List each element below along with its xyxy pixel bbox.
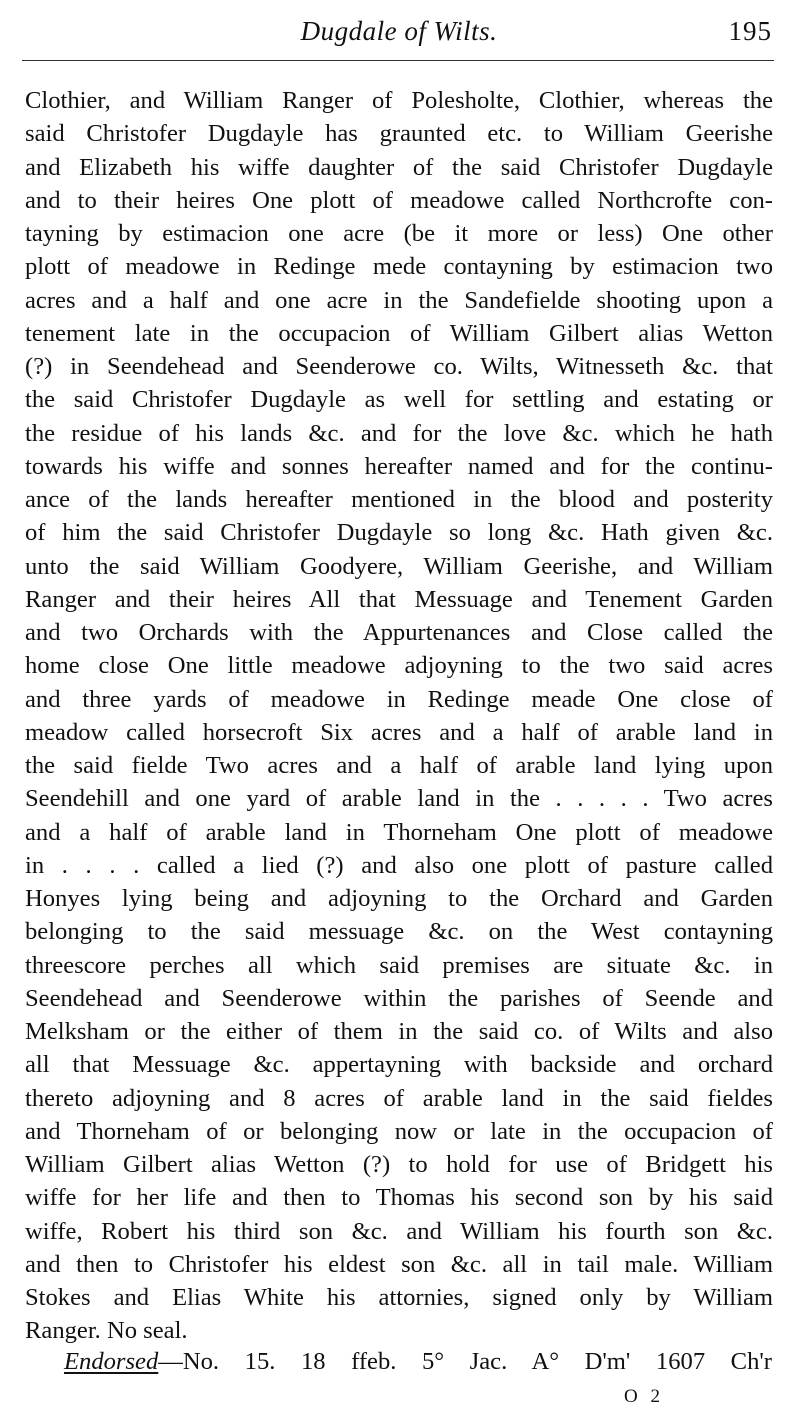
text-line: tayning by estimacion one acre (be it more or less) One other [25, 220, 773, 247]
text-line: Clothier, and William Ranger of Polesholte, Clothier, whereas the [25, 87, 773, 114]
text-line: the said fielde Two acres and a half of arable land lying upon [25, 752, 773, 779]
text-line: wiffe for her life and then to Thomas his second son by his said [25, 1184, 773, 1212]
text-line: Ranger. No seal. [25, 1317, 188, 1345]
text-line: the said Christofer Dugdayle as well for settling and estating or [25, 386, 773, 414]
body-text [25, 84, 773, 1348]
text-line: of him the said Christofer Dugdayle so long &c. Hath given &c. [25, 519, 773, 547]
running-head [24, 14, 774, 50]
text-line: Seendehill and one yard of arable land in the . . . . . Two acres [25, 785, 773, 813]
endorsement-text: —No. 15. 18 ffeb. 5° Jac. A° D'm' 1607 Ch'r [158, 1348, 772, 1375]
text-line: and Thorneham of or belonging now or late in the occupacion of [25, 1117, 773, 1145]
text-line: wiffe, Robert his third son &c. and William his fourth son &c. [25, 1217, 773, 1245]
text-line: unto the said William Goodyere, William Geerishe, and William [25, 552, 773, 580]
text-line: and a half of arable land in Thorneham One plott of meadowe [25, 818, 773, 846]
text-line: belonging to the said messuage &c. on the West contayning [25, 918, 773, 946]
text-line: said Christofer Dugdayle has graunted etc. to William Geerishe [25, 120, 773, 148]
header-rule [22, 60, 774, 61]
text-line: ance of the lands hereafter mentioned in the blood and posterity [25, 486, 773, 513]
text-line: Melksham or the either of them in the said co. of Wilts and also [25, 1018, 773, 1045]
text-line: and two Orchards with the Appurtenances and Close called the [25, 619, 773, 646]
text-line: meadow called horsecroft Six acres and a half of arable land in [25, 718, 773, 746]
text-line: acres and a half and one acre in the Sandefielde shooting upon a [25, 286, 773, 314]
text-line: and then to Christofer his eldest son &c. all in tail male. William [25, 1250, 773, 1278]
text-line: plott of meadowe in Redinge mede contayning by estimacion two [25, 253, 773, 281]
text-line: Honyes lying being and adjoyning to the Orchard and Garden [25, 885, 773, 912]
endorsement-lead: Endorsed [64, 1348, 159, 1375]
text-line: thereto adjoyning and 8 acres of arable land in the said fieldes [25, 1084, 773, 1112]
text-line: in . . . . called a lied (?) and also one plott of pasture called [25, 851, 773, 879]
endorsement-line [64, 1345, 772, 1379]
text-line: Stokes and Elias White his attornies, signed only by William [25, 1284, 773, 1311]
text-line: home close One little meadowe adjoyning to the two said acres [25, 652, 773, 680]
text-line: all that Messuage &c. appertayning with backside and orchard [25, 1051, 773, 1079]
signature-mark: O 2 [624, 1386, 664, 1407]
text-line: tenement late in the occupacion of William Gilbert alias Wetton [25, 319, 773, 347]
text-line: the residue of his lands &c. and for the love &c. which he hath [25, 419, 773, 447]
page-number: 195 [728, 16, 772, 46]
text-line: towards his wiffe and sonnes hereafter named and for the continu- [25, 452, 773, 480]
text-line: and to their heires One plott of meadowe called Northcrofte con- [25, 186, 773, 214]
running-title: Dugdale of Wilts. [300, 16, 498, 46]
text-line: (?) in Seendehead and Seenderowe co. Wilts, Witnesseth &c. that [25, 353, 773, 380]
text-line: William Gilbert alias Wetton (?) to hold for use of Bridgett his [25, 1151, 773, 1178]
text-line: and three yards of meadowe in Redinge meade One close of [25, 685, 773, 713]
text-line: Seendehead and Seenderowe within the parishes of Seende and [25, 984, 773, 1012]
text-line: threescore perches all which said premises are situate &c. in [25, 951, 773, 979]
text-line: Ranger and their heires All that Messuage and Tenement Garden [25, 585, 773, 613]
text-line: and Elizabeth his wiffe daughter of the said Christofer Dugdayle [25, 153, 773, 181]
